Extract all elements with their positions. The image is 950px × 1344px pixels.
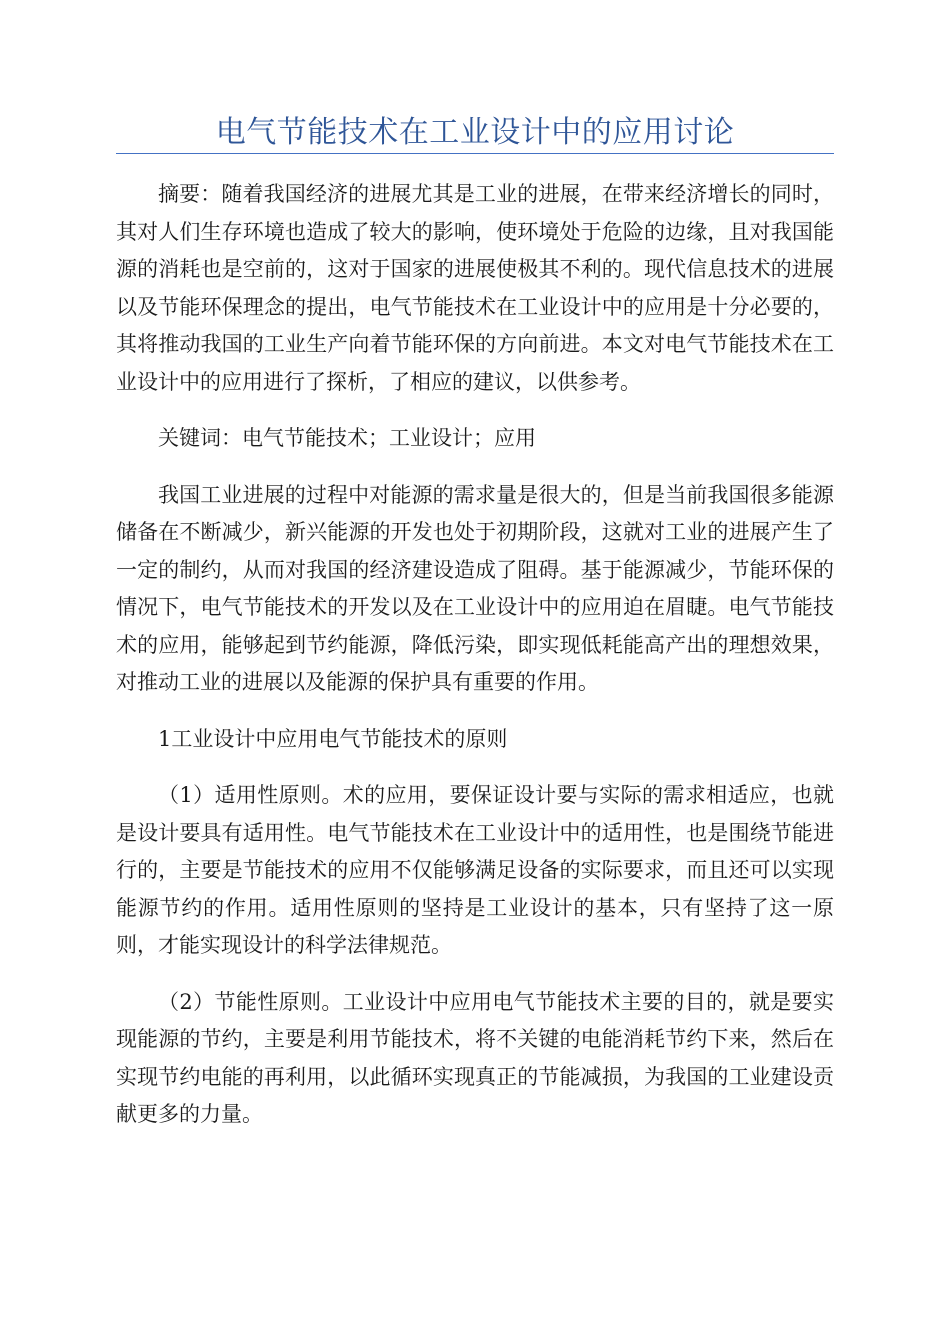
abstract-paragraph: 摘要：随着我国经济的进展尤其是工业的进展，在带来经济增长的同时，其对人们生存环境也造成了较大的影响，使环境处于危险的边缘，且对我国能源的消耗也是空前的，这对于国家的进展使极其不利的。现代信息技术的进展以及节能环保理念的提出，电气节能技术在工业设计中的应用是十分必要的，其将推动我国的工业生产向着节能环保的方向前进。本文对电气节能技术在工业设计中的应用进行了探析，了相应的建议，以供参考。 [116, 182, 834, 394]
principle-applicability-paragraph: （1）适用性原则。术的应用，要保证设计要与实际的需求相适应，也就是设计要具有适用性。电气节能技术在工业设计中的适用性，也是围绕节能进行的，主要是节能技术的应用不仅能够满足设备的实际要求，而且还可以实现能源节约的作用。适用性原则的坚持是工业设计的基本，只有坚持了这一原则，才能实现设计的科学法律规范。 [116, 783, 834, 957]
section-heading: 1工业设计中应用电气节能技术的原则 [158, 726, 508, 751]
keywords-paragraph: 关键词：电气节能技术；工业设计；应用 [158, 426, 536, 450]
title-underline [116, 153, 834, 154]
document-title: 电气节能技术在工业设计中的应用讨论 [215, 115, 735, 150]
principle-energy-saving-paragraph: （2）节能性原则。工业设计中应用电气节能技术主要的目的，就是要实现能源的节约，主要是利用节能技术，将不关键的电能消耗节约下来，然后在实现节约电能的再利用，以此循环实现真正的节能减损，为我国的工业建设贡献更多的力量。 [116, 989, 834, 1126]
intro-paragraph: 我国工业进展的过程中对能源的需求量是很大的，但是当前我国很多能源储备在不断减少，新兴能源的开发也处于初期阶段，这就对工业的进展产生了一定的制约，从而对我国的经济建设造成了阻碍。基于能源减少，节能环保的情况下，电气节能技术的开发以及在工业设计中的应用迫在眉睫。电气节能技术的应用，能够起到节约能源，降低污染，即实现低耗能高产出的理想效果，对推动工业的进展以及能源的保护具有重要的作用。 [116, 482, 834, 694]
document-body [116, 176, 834, 1153]
